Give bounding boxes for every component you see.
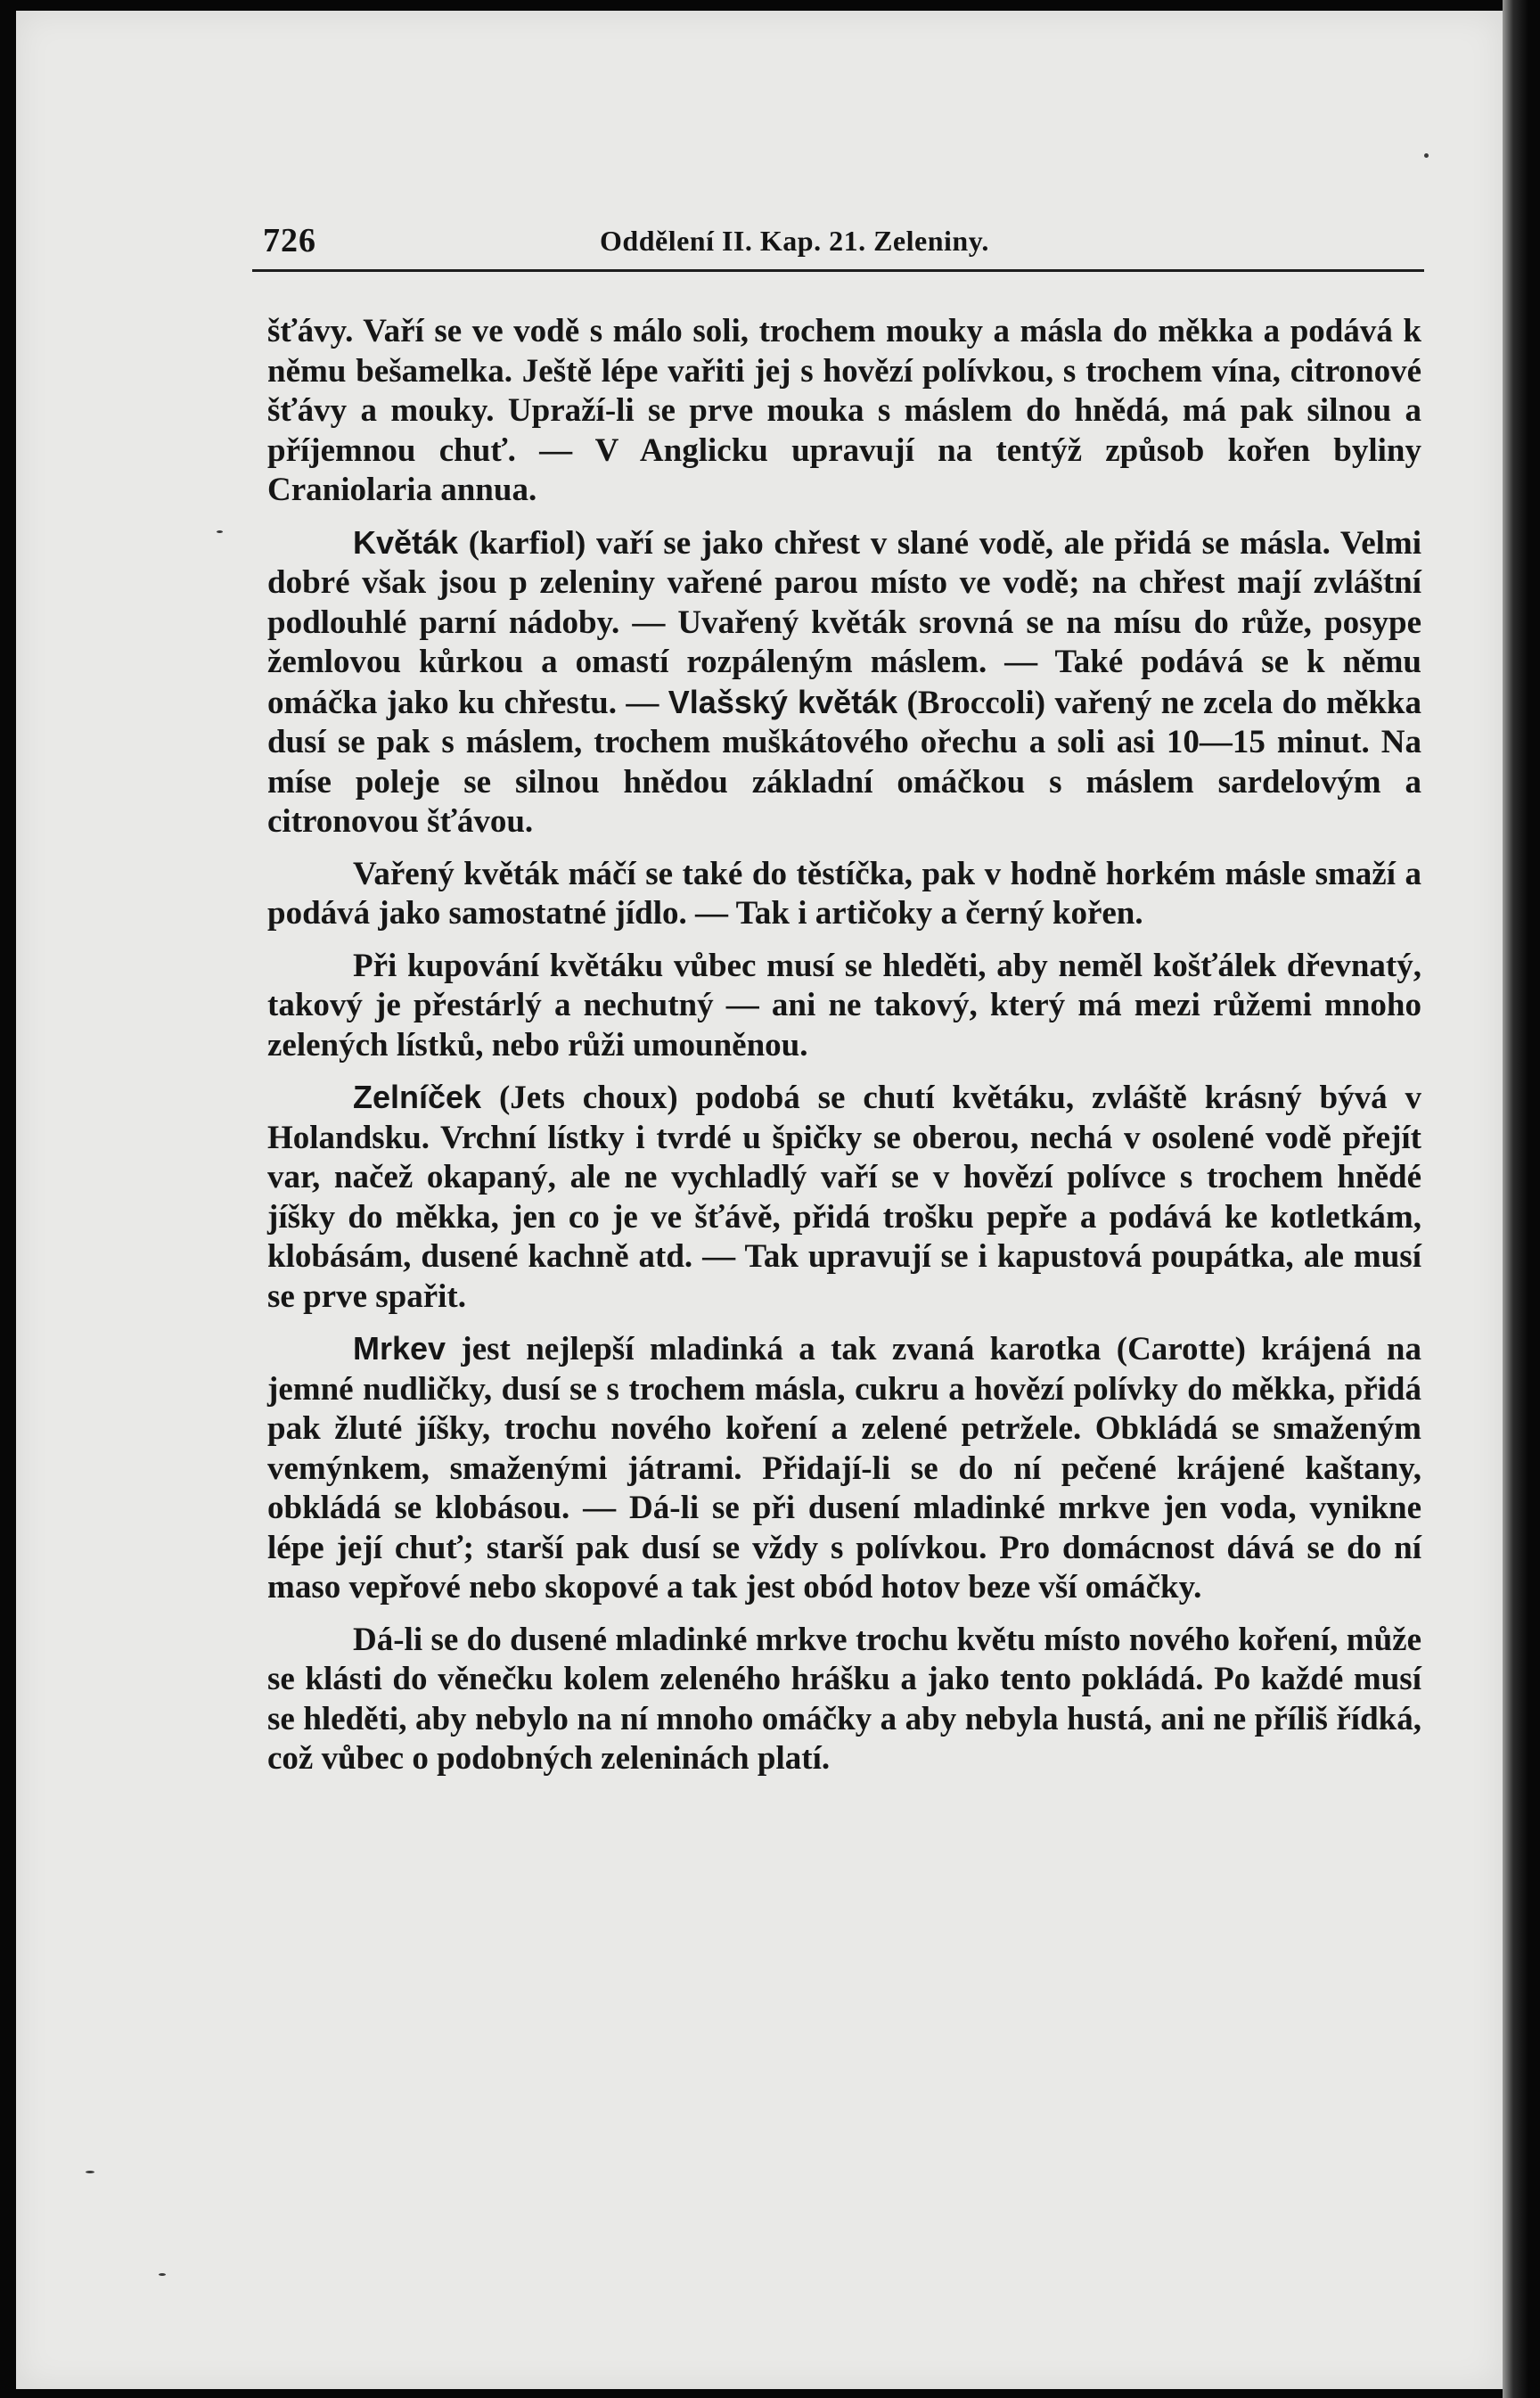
term-heading: Zelníček	[353, 1079, 482, 1115]
dust-speck	[217, 530, 223, 533]
paragraph-text: šťávy. Vaří se ve vodě s málo soli, trochem mouky a másla do měkka a podává k němu bešamelka. Ještě lépe vařiti jej s hovězí polívkou, s trochem vína, citronové šťávy a mouky. Upraží-li se prve mouka s máslem do hnědá, má pak silnou a příjemnou chuť. — V Anglicku upravují na tentýž způsob kořen byliny Craniolaria annua.	[267, 313, 1421, 508]
term-heading: Vlašský květák	[668, 683, 898, 720]
paragraph-buying-tip	[267, 947, 1421, 1066]
paragraph-text: Dá-li se do dusené mladinké mrkve trochu květu místo nového koření, může se klásti do věnečku kolem zeleného hrášku a jako tento pokládá. Po každé musí se hleděti, aby nebylo na ní mnoho omáčky a aby nebyla hustá, ani ne příliš řídká, což vůbec o podobných zeleninách platí.	[267, 1621, 1421, 1777]
paragraph-text: jest nejlepší mladinká a tak zvaná karotka (Carotte) krájená na jemné nudličky, dusí se s trochem másla, cukru a hovězí polívky do měkka, přidá pak žluté jíšky, trochu nového koření a zelené petržele. Obkládá se smaženým vemýnkem, smaženými játrami. Přidají-li se do ní pečené krájené kaštany, obkládá se klobásou. — Dá-li se při dusení mladinké mrkve jen voda, vynikne lépe její chuť; starší pak dusí se vždy s polívkou. Pro domácnost dává se do ní maso vepřové nebo skopové a tak jest obód hotov beze vší omáčky.	[267, 1331, 1421, 1606]
paragraph-fried-cauliflower	[267, 855, 1421, 934]
paragraph-carrot-garnish	[267, 1621, 1421, 1779]
paragraph-kvetak	[267, 523, 1421, 842]
dust-speck	[1424, 153, 1429, 158]
dust-speck	[86, 2171, 94, 2173]
term-heading: Květák	[353, 523, 459, 561]
paragraph-continuation	[267, 312, 1421, 511]
running-header	[252, 218, 1424, 272]
dust-speck	[159, 2273, 166, 2276]
running-title: Oddělení II. Kap. 21. Zeleniny.	[600, 225, 989, 257]
paragraph-zelnicek	[267, 1078, 1421, 1317]
paragraph-text: (Jets choux) podobá se chutí květáku, zvláště krásný bývá v Holandsku. Vrchní lístky i tvrdé u špičky se oberou, nechá v osolené vodě přejít var, načež okapaný, ale ne vychladlý vaří se v hovězí polívce s trochem hnědé jíšky do měkka, jen co je ve šťávě, přidá trošku pepře a podává ke kotletkám, klobásám, dusené kachně atd. — Tak upravují se i kapustová poupátka, ale musí se prve spařit.	[267, 1080, 1421, 1315]
paragraph-text: (Broccoli) vařený ne zcela do měkka dusí se pak s máslem, trochem muškátového ořechu a soli asi 10—15 minut. Na míse poleje se silnou hnědou základní omáčkou s máslem sardelovým a citronovou šťávou.	[267, 684, 1421, 840]
paragraph-mrkev	[267, 1329, 1421, 1608]
term-heading: Mrkev	[353, 1330, 446, 1367]
paragraph-text: (karfiol) vaří se jako chřest v slané vodě, ale přidá se másla. Velmi dobré však jsou p zeleniny vařené parou místo ve vodě; na chřest mají zvláštní podlouhlé parní nádoby. — Uvařený květák srovná se na mísu do růže, posype žemlovou kůrkou a omastí rozpáleným máslem. — Také podává se k němu omáčka jako ku chřestu. —	[267, 524, 1422, 721]
paragraph-text: Při kupování květáku vůbec musí se hleděti, aby neměl košťálek dřevnatý, takový je přestárlý a nechutný — ani ne takový, který má mezi růžemi mnoho zelených lístků, nebo růži umouněnou.	[267, 947, 1421, 1063]
paragraph-text: Vařený květák máčí se také do těstíčka, pak v hodně horkém másle smaží a podává jako samostatné jídlo. — Tak i artičoky a černý kořen.	[267, 855, 1421, 932]
page-edge-shadow	[1503, 0, 1529, 2398]
body-text	[267, 312, 1421, 1779]
page-number: 726	[263, 222, 316, 259]
